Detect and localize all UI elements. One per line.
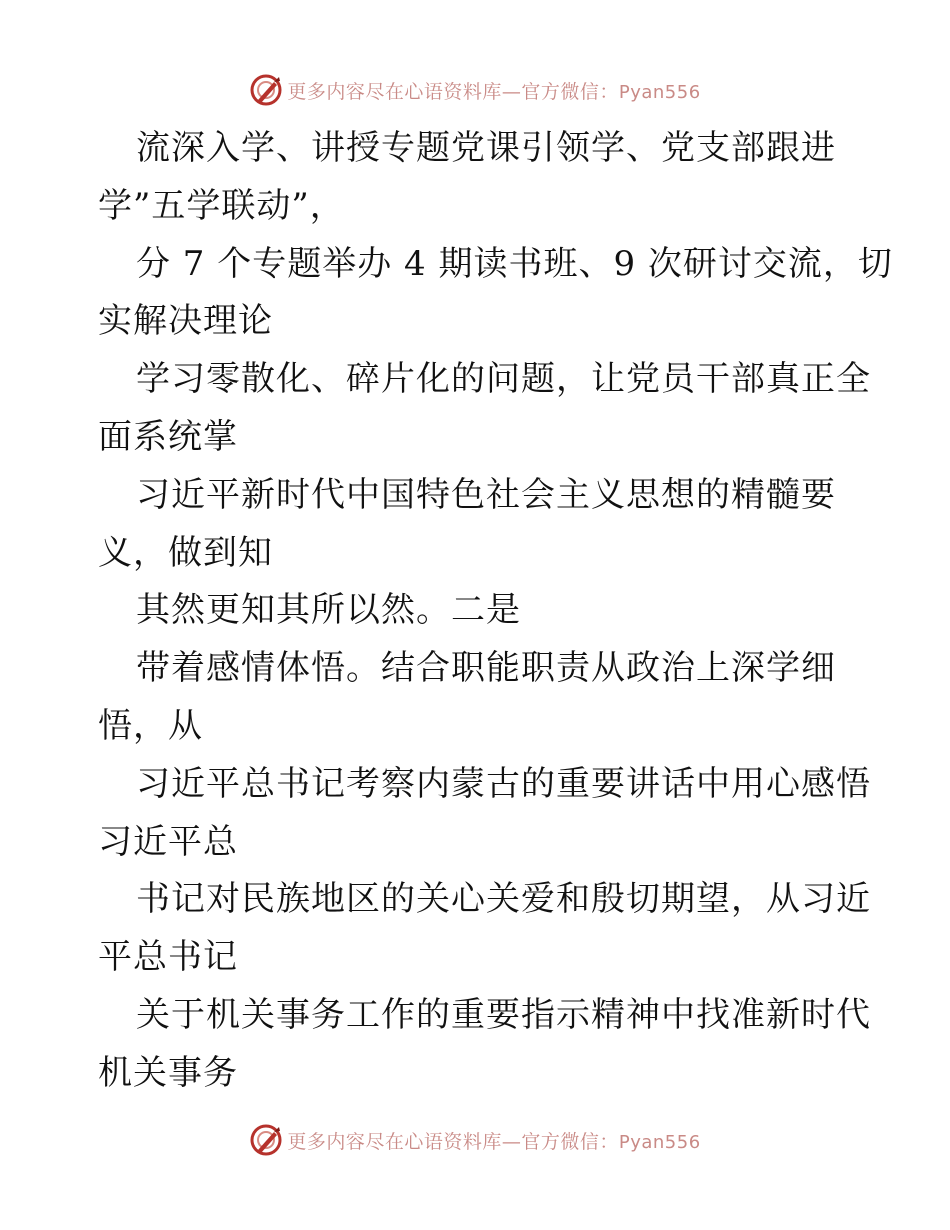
document-body [98, 120, 893, 1103]
watermark-wechat-id: Pyan556 [618, 1131, 701, 1153]
header-watermark [0, 70, 950, 110]
text-line: 机关事务 [98, 1052, 238, 1093]
text-line: 面系统掌 [98, 416, 238, 457]
watermark-text [287, 1127, 700, 1154]
text-line: 流深入学、讲授专题党课引领学、党支部跟进 [136, 128, 836, 168]
brand-logo-icon [249, 1123, 283, 1157]
watermark-wechat-id: Pyan556 [618, 81, 701, 103]
text-line: 习近平总书记考察内蒙古的重要讲话中用心感悟 [136, 763, 871, 804]
text-line: 实解决理论 [98, 301, 273, 342]
watermark-label: 更多内容尽在心语资料库—官方微信： [287, 80, 619, 103]
footer-watermark [0, 1120, 950, 1160]
text-line: 悟，从 [98, 705, 203, 746]
text-line: 书记对民族地区的关心关爱和殷切期望，从习近 [136, 879, 871, 920]
text-line: 学习零散化、碎片化的问题，让党员干部真正全 [136, 359, 871, 400]
text-line: 义，做到知 [98, 532, 273, 573]
text-line: 关于机关事务工作的重要指示精神中找准新时代 [136, 994, 871, 1035]
text-line: 学”五学联动”， [98, 185, 345, 226]
text-line: 带着感情体悟。结合职能职责从政治上深学细 [136, 648, 836, 689]
text-line: 平总书记 [98, 937, 238, 978]
text-line: 其然更知其所以然。二是 [136, 590, 521, 631]
text-line: 习近平总 [98, 821, 238, 862]
watermark-text [287, 77, 700, 104]
watermark-label: 更多内容尽在心语资料库—官方微信： [287, 1130, 619, 1153]
brand-logo-icon [249, 73, 283, 107]
text-line: 习近平新时代中国特色社会主义思想的精髓要 [136, 474, 836, 515]
text-line: 分 7 个专题举办 4 期读书班、9 次研讨交流，切 [136, 243, 893, 284]
